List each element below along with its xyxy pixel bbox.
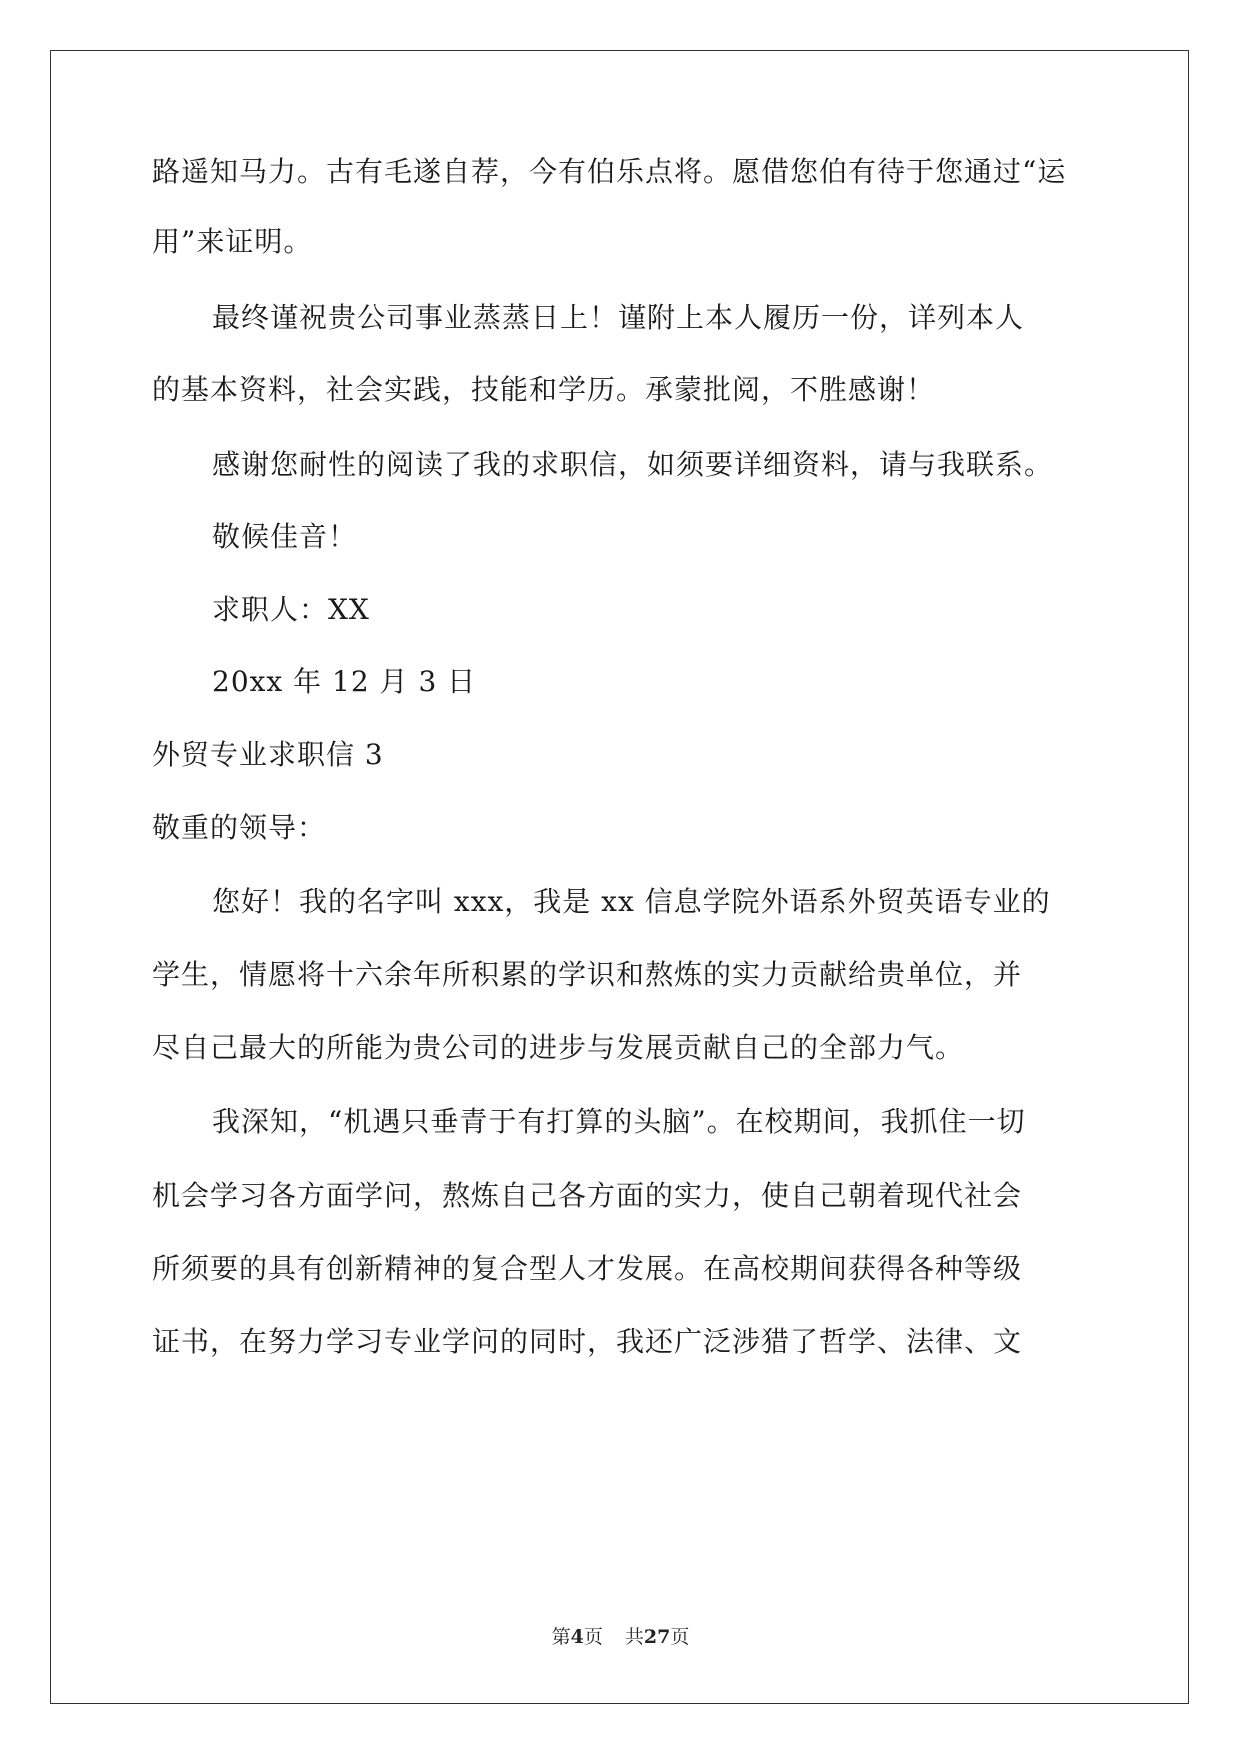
text-line: 我深知，“机遇只垂青于有打算的头脑”。在校期间，我抓住一切: [212, 1105, 1026, 1138]
text-line: 所须要的具有创新精神的复合型人才发展。在高校期间获得各种等级: [152, 1252, 1023, 1285]
text-line: 20xx 年 12 月 3 日: [212, 665, 477, 698]
text-line: 您好！我的名字叫 xxx，我是 xx 信息学院外语系外贸英语专业的: [212, 885, 1051, 918]
text-line: 敬候佳音！: [212, 520, 358, 553]
section-heading: 外贸专业求职信 3: [152, 738, 384, 771]
total-suffix: 页: [670, 1626, 690, 1648]
text-line: 路遥知马力。古有毛遂自荐，今有伯乐点将。愿借您伯有待于您通过“运: [152, 155, 1067, 188]
total-prefix: 共: [624, 1626, 644, 1648]
text-line: 机会学习各方面学问，熬炼自己各方面的实力，使自己朝着现代社会: [152, 1179, 1023, 1212]
text-line: 感谢您耐性的阅读了我的求职信，如须要详细资料，请与我联系。: [212, 448, 1054, 481]
salutation: 敬重的领导：: [152, 811, 327, 844]
page-suffix: 页: [583, 1626, 603, 1648]
page-footer: [0, 1625, 1241, 1649]
text-line: 用”来证明。: [152, 225, 313, 258]
page-number: 4: [570, 1626, 584, 1648]
text-line: 求职人：XX: [212, 593, 370, 626]
text-line: 尽自己最大的所能为贵公司的进步与发展贡献自己的全部力气。: [152, 1031, 965, 1064]
text-line: 学生，情愿将十六余年所积累的学识和熬炼的实力贡献给贵单位，并: [152, 958, 1023, 991]
total-pages: 27: [643, 1626, 671, 1648]
text-line: 证书，在努力学习专业学问的同时，我还广泛涉猎了哲学、法律、文: [152, 1325, 1023, 1358]
text-line: 最终谨祝贵公司事业蒸蒸日上！谨附上本人履历一份，详列本人: [212, 301, 1025, 334]
page-prefix: 第: [551, 1626, 571, 1648]
text-line: 的基本资料，社会实践，技能和学历。承蒙批阅，不胜感谢！: [152, 373, 936, 406]
